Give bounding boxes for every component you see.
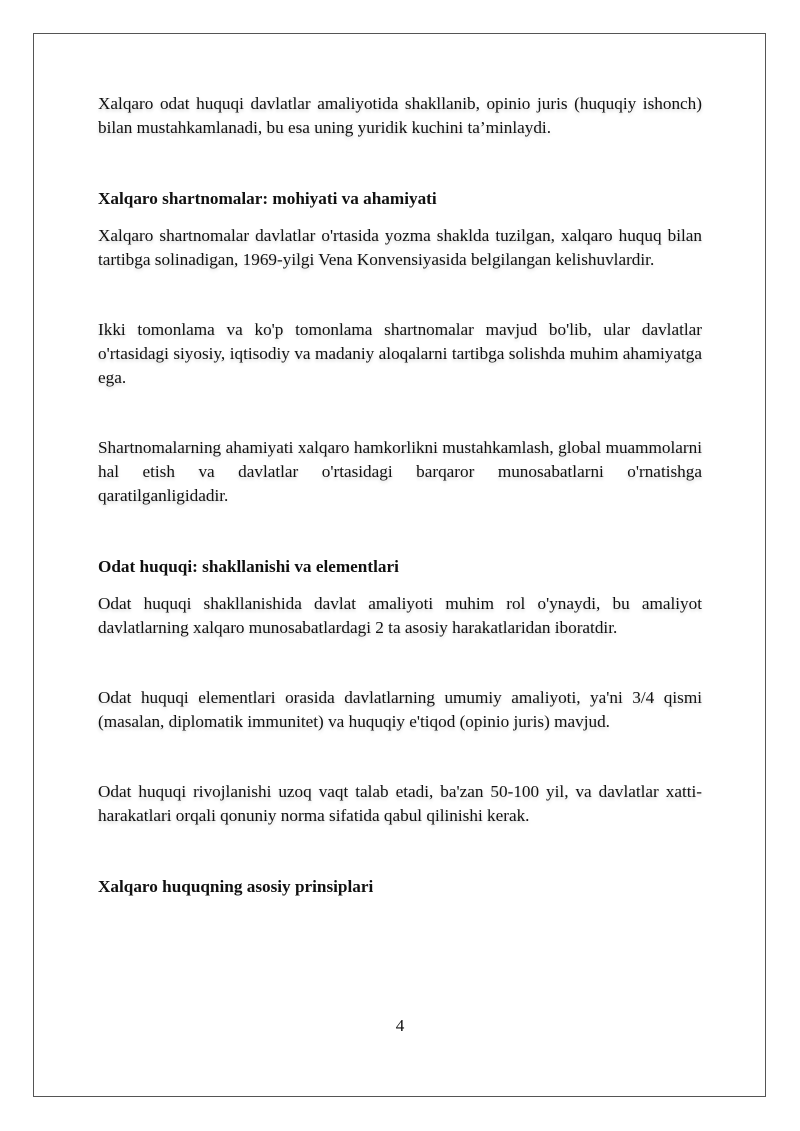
- paragraph-treaties-definition: Xalqaro shartnomalar davlatlar o'rtasida yozma shaklda tuzilgan, xalqaro huquq bilan tartibga solinadigan, 1969-yilgi Vena Konvensiyasida belgilangan kelishuvlardir.: [98, 226, 702, 269]
- paragraph-customary-law-elements: Odat huquqi elementlari orasida davlatlarning umumiy amaliyoti, ya'ni 3/4 qismi (masalan, diplomatik immunitet) va huquqiy e'tiqod (opinio juris) mavjud.: [98, 688, 702, 731]
- paragraph-customary-law-intro: Xalqaro odat huquqi davlatlar amaliyotida shakllanib, opinio juris (huquqiy ishonch) bilan mustahkamlanadi, bu esa uning yuridik kuchini ta’minlaydi.: [98, 94, 702, 137]
- page-number: 4: [395, 1016, 405, 1035]
- paragraph-treaties-types: Ikki tomonlama va ko'p tomonlama shartnomalar mavjud bo'lib, ular davlatlar o'rtasidagi siyosiy, iqtisodiy va madaniy aloqalarni tartibga solishda muhim ahamiyatga ega.: [98, 320, 702, 387]
- heading-customary-law: Odat huquqi: shakllanishi va elementlari: [98, 557, 399, 576]
- paragraph-customary-law-practice: Odat huquqi shakllanishida davlat amaliyoti muhim rol o'ynaydi, bu amaliyot davlatlarning xalqaro munosabatlardagi 2 ta asosiy harakatlaridan iboratdir.: [98, 594, 702, 637]
- document-body: [98, 92, 702, 899]
- paragraph-treaties-importance: Shartnomalarning ahamiyati xalqaro hamkorlikni mustahkamlash, global muammolarni hal etish va davlatlar o'rtasidagi barqaror munosabatlarni o'rnatishga qaratilganligidadir.: [98, 438, 702, 505]
- heading-basic-principles: Xalqaro huquqning asosiy prinsiplari: [98, 877, 374, 896]
- paragraph-customary-law-development: Odat huquqi rivojlanishi uzoq vaqt talab etadi, ba'zan 50-100 yil, va davlatlar xatti-harakatlari orqali qonuniy norma sifatida qabul qilinishi kerak.: [98, 782, 702, 825]
- heading-treaties: Xalqaro shartnomalar: mohiyati va ahamiyati: [98, 189, 437, 208]
